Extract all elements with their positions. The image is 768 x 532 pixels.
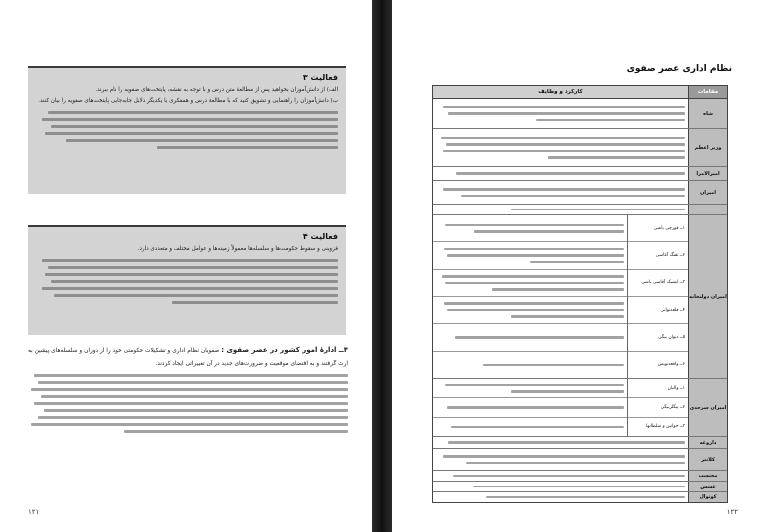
table-row bbox=[433, 99, 727, 129]
list-item: ۱ــ والیان bbox=[628, 379, 688, 398]
left-page bbox=[0, 0, 372, 532]
table-row bbox=[433, 437, 727, 449]
group-label: امیران سرحدی bbox=[688, 379, 727, 436]
administration-table bbox=[432, 85, 728, 503]
group-dowlatkhaneh bbox=[433, 215, 727, 379]
row-label: امیران bbox=[688, 181, 727, 204]
list-item: ۳ــ ایشیک آقاسی باشی bbox=[628, 270, 688, 297]
body-section bbox=[28, 344, 348, 437]
header-officials: مقامات bbox=[688, 86, 727, 98]
list-item: ۴ــ قلعه‌نوابی bbox=[628, 297, 688, 324]
row-label: محتسب bbox=[688, 471, 727, 481]
table-row bbox=[433, 471, 727, 482]
activity-3-text: ب) دانش‌آموزان را راهنمایی و تشویق کنید که با مطالعهٔ درس و همفکری یا یکدیگر دلایل جابه‌جایی پایتخت‌های صفویه را بیان کنند. bbox=[38, 98, 338, 104]
right-page bbox=[392, 0, 768, 532]
activity-4-title: فعالیت ۴ bbox=[302, 232, 338, 241]
list-item: ۵ــ دیوان بیگی bbox=[628, 324, 688, 351]
list-item: ۲ــ بیگلربیگی bbox=[628, 398, 688, 417]
row-label: کلانتر bbox=[688, 449, 727, 470]
row-label: کوتوال bbox=[688, 492, 727, 502]
table-row bbox=[433, 482, 727, 492]
table-row bbox=[433, 205, 727, 215]
section-heading: ۴ــ ادارهٔ امور کشور در عصر صفوی : bbox=[221, 346, 348, 354]
page-title: نظام اداری عصر صفوی bbox=[626, 64, 732, 74]
row-label: داروغه bbox=[688, 437, 727, 448]
section-text: صفویان نظام اداری و تشکیلات حکومتی خود را از دوران و سلسله‌های پیشین به ارث گرفتند و به اقتضای موقعیت و ضرورت‌های جدید در آن تغییراتی ایجاد کردند. bbox=[28, 348, 348, 367]
table-row bbox=[433, 492, 727, 502]
activity-4-box bbox=[28, 225, 346, 335]
table-row bbox=[433, 449, 727, 471]
table-row bbox=[433, 181, 727, 205]
page-number-left: ۱۲۱ bbox=[28, 508, 40, 516]
activity-4-text: قزوینی و سقوط حکومت‌ها و سلسله‌ها معمولاً زمینه‌ها و عوامل مختلف و متعددی دارد. bbox=[137, 246, 338, 252]
group-sarhaddi bbox=[433, 379, 727, 437]
book-spine bbox=[372, 0, 392, 532]
row-label: امیرالامرا bbox=[688, 167, 727, 180]
list-item: ۳ــ خوانین و سلطانها bbox=[646, 424, 685, 430]
activity-3-title: فعالیت ۳ bbox=[302, 73, 338, 82]
page-number-right: ۱۲۲ bbox=[726, 508, 738, 516]
header-functions: کارکرد و وظایف bbox=[538, 89, 583, 95]
group-label: امیران دولتخانه bbox=[688, 215, 727, 378]
list-item: ۱ــ قورچی باشی bbox=[628, 215, 688, 242]
list-item: ۲ــ تفنگ آغاسی bbox=[628, 242, 688, 269]
table-header bbox=[433, 86, 727, 99]
row-label: شاه bbox=[688, 99, 727, 128]
activity-3-box bbox=[28, 66, 346, 194]
list-item: ۶ــ واقعه‌نویس bbox=[657, 362, 685, 368]
activity-3-intro: الف) از دانش‌آموزان بخواهید پس از مطالعهٔ متن درس و با توجه به نقشه، پایتخت‌های صفویه را نام ببرند. bbox=[95, 87, 338, 93]
row-label: عسس bbox=[688, 482, 727, 491]
row-label: وزیر اعظم bbox=[688, 129, 727, 166]
table-row bbox=[433, 167, 727, 181]
table-row bbox=[433, 129, 727, 167]
